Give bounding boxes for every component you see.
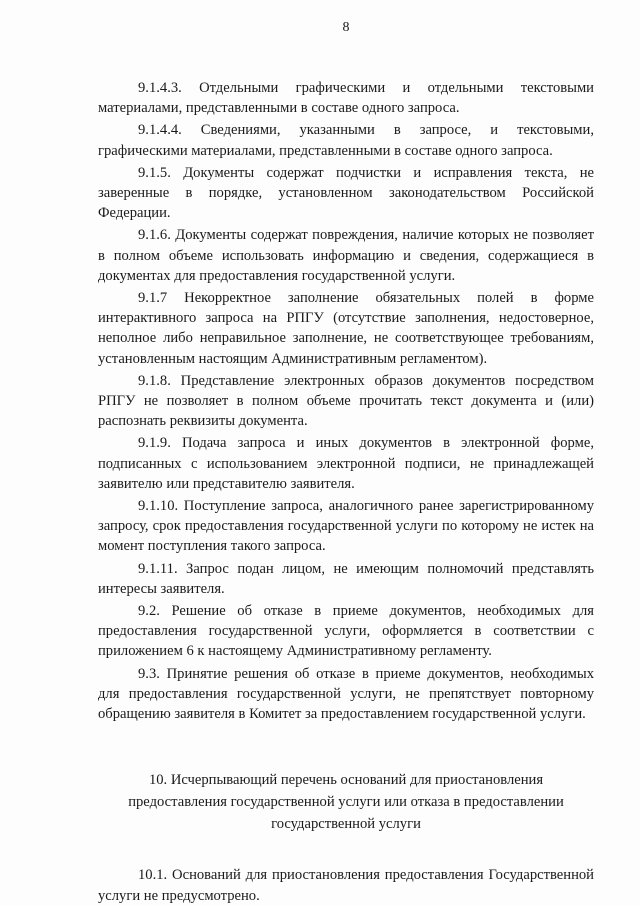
section-heading-line: 10. Исчерпывающий перечень оснований для приостановления: [148, 772, 544, 789]
paragraph-9-1-6: 9.1.6. Документы содержат повреждения, наличие которых не позволяет в полном объеме использовать информацию и сведения, содержащиеся в документах для предоставления государственной услуги.: [98, 227, 594, 284]
paragraph-9-1-4-4: 9.1.4.4. Сведениями, указанными в запросе, и текстовыми, графическими материалами, представленными в составе одного запроса.: [98, 122, 594, 159]
paragraph-9-1-9: 9.1.9. Подача запроса и иных документов в электронной форме, подписанных с использованием электронной подписи, не принадлежащей заявителю или представителю заявителя.: [98, 435, 594, 492]
section-heading-10: [98, 769, 594, 835]
paragraph-9-1-7: 9.1.7 Некорректное заполнение обязательных полей в форме интерактивного запроса на РПГУ (отсутствие заполнения, недостоверное, неполное либо неправильное заполнение, не соответствующее требованиям, установленным настоящим Административным регламентом).: [98, 290, 594, 367]
paragraph-9-1-5: 9.1.5. Документы содержат подчистки и исправления текста, не заверенные в порядке, установленном законодательством Российской Федерации.: [98, 164, 594, 222]
paragraph-9-1-4-3: 9.1.4.3. Отдельными графическими и отдельными текстовыми материалами, представленными в составе одного запроса.: [98, 80, 594, 117]
paragraph-9-1-11: 9.1.11. Запрос подан лицом, не имеющим полномочий представлять интересы заявителя.: [98, 560, 594, 597]
document-body: [98, 78, 594, 908]
paragraph-9-2: 9.2. Решение об отказе в приеме документов, необходимых для предоставления государственной услуги, оформляется в соответствии с приложением 6 к настоящему Административному регламенту.: [98, 603, 594, 660]
paragraph-10-1: 10.1. Оснований для приостановления предоставления Государственной услуги не предусмотрено.: [98, 867, 594, 904]
section-heading-line: предоставления государственной услуги или отказа в предоставлении: [128, 794, 564, 811]
paragraph-9-1-10: 9.1.10. Поступление запроса, аналогичного ранее зарегистрированному запросу, срок предоставления государственной услуги по которому не истек на момент поступления такого запроса.: [98, 498, 594, 555]
paragraph-9-3: 9.3. Принятие решения об отказе в приеме документов, необходимых для предоставления государственной услуги, не препятствует повторному обращению заявителя в Комитет за предоставлением государственной услуги.: [98, 665, 594, 723]
paragraph-9-1-8: 9.1.8. Представление электронных образов документов посредством РПГУ не позволяет в полном объеме прочитать текст документа и (или) распознать реквизиты документа.: [98, 372, 594, 430]
section-heading-line: государственной услуги: [271, 816, 421, 833]
page-number: 8: [342, 20, 350, 35]
